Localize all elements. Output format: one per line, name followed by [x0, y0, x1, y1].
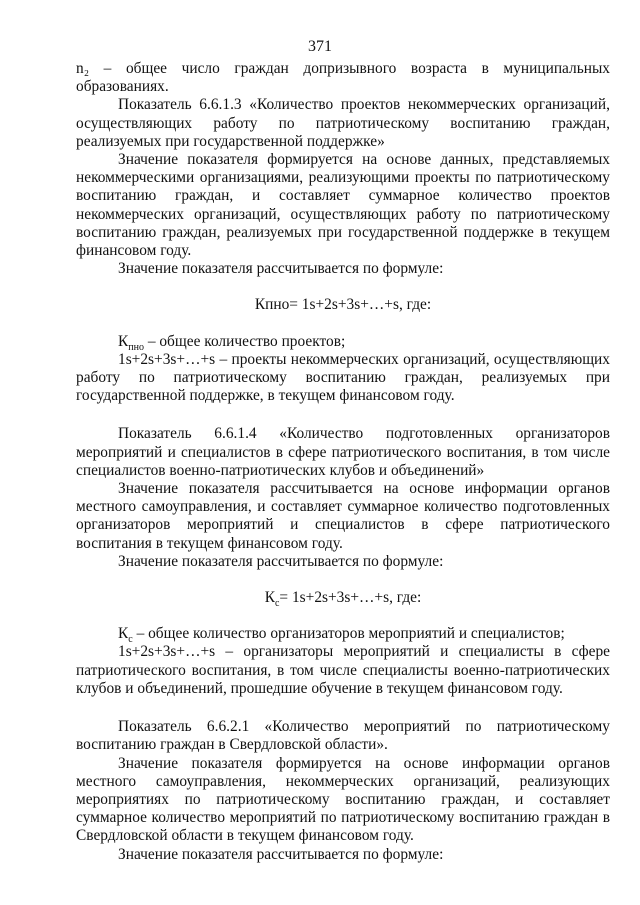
formula-1-definition-sum: 1s+2s+3s+…+s – проекты некоммерческих организаций, осуществляющих работу по патриотическому воспитанию граждан, реализуемых при государственной поддержке, в текущем финансовом году.: [76, 350, 610, 405]
kc-symbol: К: [118, 625, 129, 643]
formula-intro-3: Значение показателя рассчитывается по формуле:: [118, 845, 444, 863]
formula-1: Кпно= 1s+2s+3s+…+s, где:: [254, 296, 432, 314]
indicator-6-6-1-3-description: Значение показателя формируется на основе данных, представляемых некоммерческими организациями, реализующими проекты по патриотическому воспитанию граждан, и составляет суммарное количество проектов некоммерческих организаций, осуществляющих работу по патриотическому воспитанию граждан, реализуемых при государственной поддержке в текущем финансовом году.: [76, 151, 610, 260]
formula-2-subscript: с: [274, 598, 280, 610]
formula-2-expression: = 1s+2s+3s+…+s, где:: [279, 589, 422, 607]
k-symbol: К: [118, 332, 129, 350]
k-definition-text: – общее количество проектов;: [143, 332, 346, 350]
formula-intro-2: Значение показателя рассчитывается по формуле:: [118, 552, 444, 570]
k-subscript: пно: [128, 341, 144, 353]
formula-2-symbol: К: [264, 589, 275, 607]
indicator-6-6-1-4-description: Значение показателя рассчитывается на основе информации органов местного самоуправления, и составляет суммарное количество подготовленных организаторов мероприятий и специалистов в сфере патриотического воспитания в текущем финансовом году.: [76, 480, 610, 552]
paragraph-n2-definition: n₂ – общее число граждан допризывного возраста в муниципальных образованиях.: [76, 60, 610, 96]
indicator-6-6-2-1-title: Показатель 6.6.2.1 «Количество мероприятий по патриотическому воспитанию граждан в Свердловской области».: [76, 718, 610, 754]
kc-subscript: с: [128, 634, 133, 646]
page-number: 371: [308, 38, 332, 55]
formula-2: [76, 589, 610, 610]
kc-definition-text: – общее количество организаторов мероприятий и специалистов;: [132, 625, 565, 643]
formula-2-definition-sum: 1s+2s+3s+…+s – организаторы мероприятий и специалисты в сфере патриотического воспитания, в том числе специалисты военно-патриотических клубов и объединений, прошедшие обучение в текущем финансовом году.: [76, 643, 610, 697]
formula-intro-1: Значение показателя рассчитывается по формуле:: [118, 260, 444, 278]
indicator-6-6-1-3-title: Показатель 6.6.1.3 «Количество проектов некоммерческих организаций, осуществляющих работу по патриотическому воспитанию граждан, реализуемых при государственной поддержке»: [76, 96, 610, 150]
indicator-6-6-1-4-title: Показатель 6.6.1.4 «Количество подготовленных организаторов мероприятий и специалистов в сфере патриотического воспитания, в том числе специалистов военно-патриотических клубов и объединений»: [76, 425, 610, 479]
formula-2-definition-k: [76, 625, 610, 646]
document-body: [76, 60, 610, 864]
formula-1-definition-k: [76, 333, 610, 351]
indicator-6-6-2-1-description: Значение показателя формируется на основе информации органов местного самоуправления, некоммерческих организаций, реализующих мероприятиях по патриотическому воспитанию граждан, и составляет суммарное количество мероприятий по патриотическому воспитанию граждан в Свердловской области в текущем финансовом году.: [76, 754, 610, 845]
